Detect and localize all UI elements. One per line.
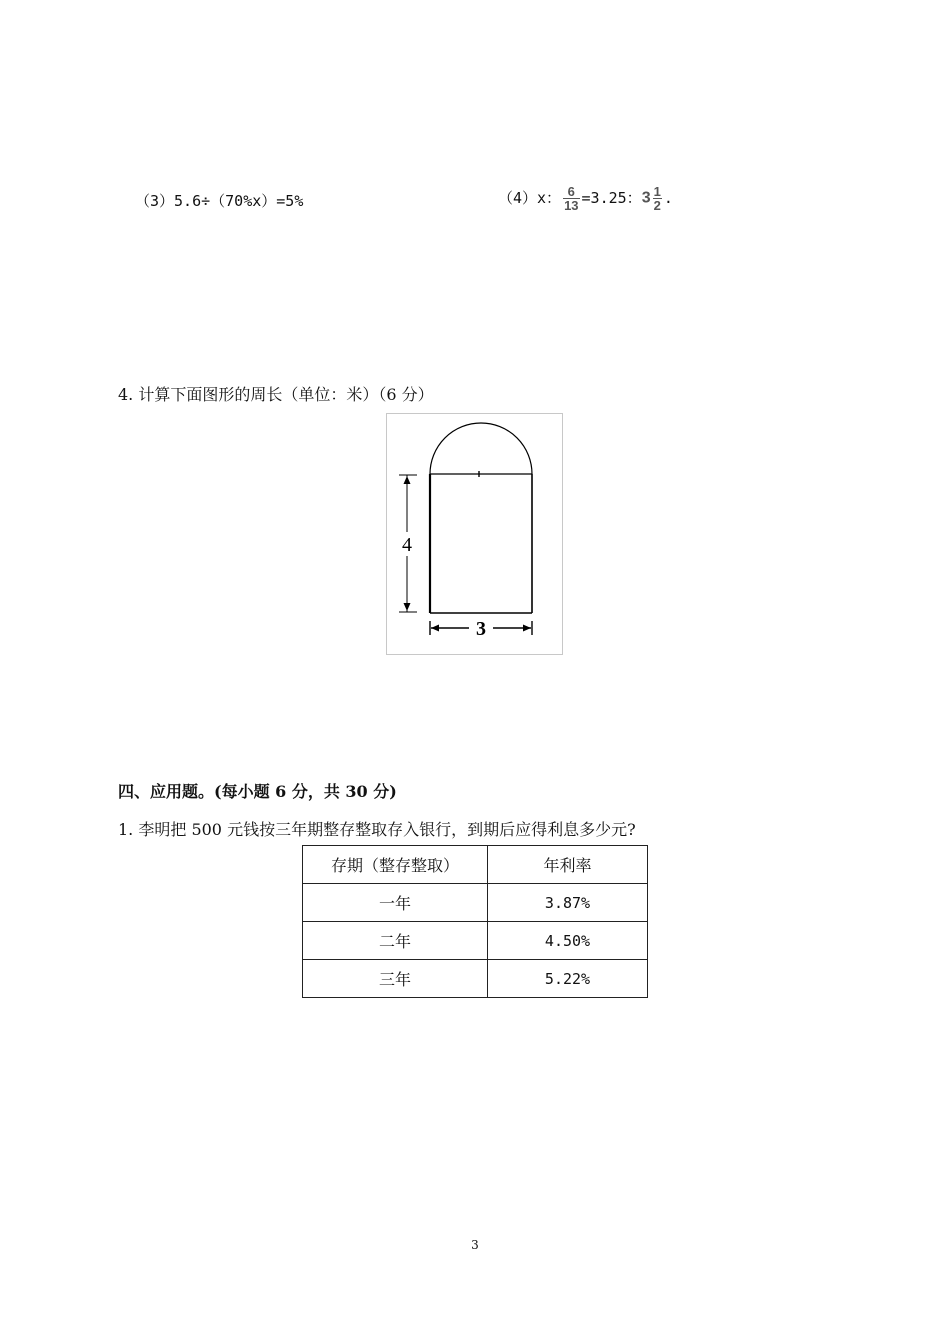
perimeter-figure bbox=[386, 413, 563, 655]
fraction-numerator: 1 bbox=[653, 184, 661, 199]
equation-4-prefix: （4）x： bbox=[498, 189, 562, 207]
fraction-1-2 bbox=[653, 185, 662, 212]
table-cell-rate: 3.87% bbox=[488, 884, 648, 922]
interest-rate-table bbox=[302, 845, 648, 998]
table-header-row bbox=[303, 846, 648, 884]
fraction-numerator: 6 bbox=[563, 185, 579, 199]
equation-4-middle: =3.25： bbox=[581, 189, 642, 207]
table-cell-term: 二年 bbox=[303, 922, 488, 960]
table-row bbox=[303, 960, 648, 998]
table-cell-rate: 4.50% bbox=[488, 922, 648, 960]
width-arrow-right bbox=[523, 625, 531, 632]
section-heading: 四、应用题。(每小题 6 分，共 30 分) bbox=[118, 782, 397, 801]
application-question-1: 1. 李明把 500 元钱按三年期整存整取存入银行，到期后应得利息多少元? bbox=[118, 820, 636, 839]
equation-4 bbox=[498, 180, 673, 217]
table-cell-term: 三年 bbox=[303, 960, 488, 998]
table-cell-rate: 5.22% bbox=[488, 960, 648, 998]
semicircle-arc bbox=[430, 423, 532, 474]
fraction-denominator: 13 bbox=[564, 198, 579, 213]
table-header-rate: 年利率 bbox=[488, 846, 648, 884]
page-number: 3 bbox=[471, 1238, 479, 1252]
table-cell-term: 一年 bbox=[303, 884, 488, 922]
fraction-6-13 bbox=[563, 185, 579, 212]
height-arrow-bottom bbox=[404, 603, 411, 611]
height-arrow-top bbox=[404, 476, 411, 484]
equation-3: （3）5.6÷（70%x）=5% bbox=[135, 192, 304, 210]
width-arrow-left bbox=[431, 625, 439, 632]
question-4-text: 4. 计算下面图形的周长（单位：米）（6 分） bbox=[118, 385, 434, 404]
fraction-denominator: 2 bbox=[653, 198, 661, 213]
table-header-term: 存期（整存整取） bbox=[303, 846, 488, 884]
table-row bbox=[303, 922, 648, 960]
mixed-number-whole: 3 bbox=[641, 189, 651, 207]
equation-4-suffix: . bbox=[663, 189, 673, 207]
width-label: 3 bbox=[476, 618, 486, 640]
shape-diagram bbox=[387, 414, 562, 654]
height-label: 4 bbox=[402, 534, 412, 556]
table-row bbox=[303, 884, 648, 922]
